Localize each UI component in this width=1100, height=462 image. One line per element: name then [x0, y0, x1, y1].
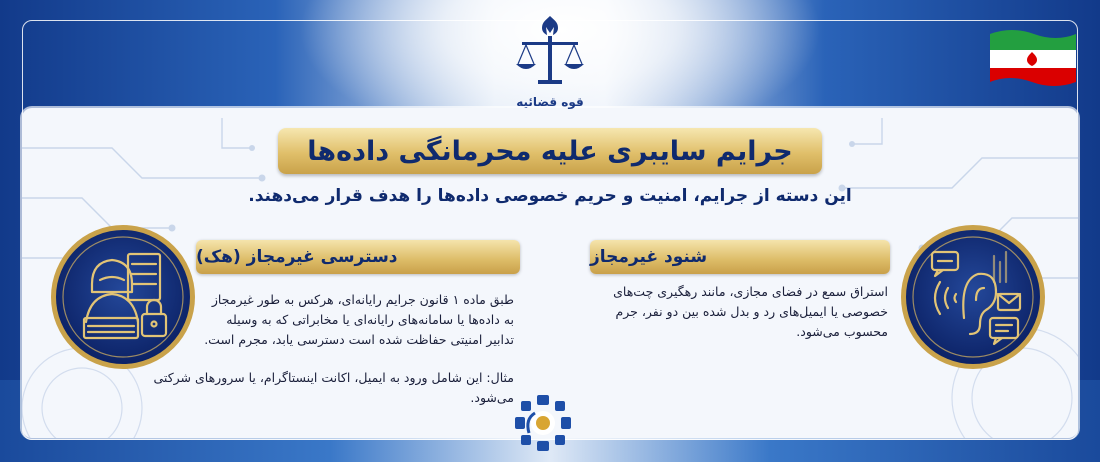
description-line: محسوب می‌شود.: [796, 324, 888, 339]
subtitle: این دسته از جرایم، امنیت و حریم خصوصی داده‌ها را هدف قرار می‌دهند.: [248, 186, 852, 206]
unauthorized-access-description: [190, 290, 514, 350]
section-title-eavesdropping: شنود غیرمجاز: [590, 247, 708, 267]
section-title-unauthorized-access: دسترسی غیرمجاز (هک): [196, 247, 398, 267]
main-title: جرایم سایبری علیه محرمانگی داده‌ها: [307, 135, 793, 167]
organization-logo: [514, 394, 572, 452]
section-title-banner-eavesdropping: [590, 240, 890, 274]
description-line: تدابیر امنیتی حفاظت شده است دسترسی یابد، مجرم است.: [204, 332, 514, 347]
description-line: خصوصی یا ایمیل‌های رد و بدل شده بین دو نفر، جرم: [615, 304, 888, 319]
description-line: طبق ماده ۱ قانون جرایم رایانه‌ای، هرکس به طور غیرمجاز: [211, 292, 514, 307]
iran-flag-icon: [986, 26, 1078, 90]
emblem-caption: قوه قضائیه: [516, 95, 584, 109]
judiciary-emblem: [508, 10, 592, 114]
hacker-icon: [48, 222, 198, 372]
description-line: استراق سمع در فضای مجازی، مانند رهگیری چت‌های: [613, 284, 888, 299]
description-line: به داده‌ها یا سامانه‌های رایانه‌ای یا مخابراتی که به وسیله: [226, 312, 514, 327]
main-title-banner: [278, 128, 822, 174]
eavesdrop-ear-icon: [898, 222, 1048, 372]
unauthorized-access-example: مثال: این شامل ورود به ایمیل، اکانت اینستاگرام، یا سرورهای شرکتی می‌شود.: [153, 370, 514, 405]
eavesdropping-description: [584, 282, 888, 342]
section-title-banner-unauthorized-access: [196, 240, 520, 274]
